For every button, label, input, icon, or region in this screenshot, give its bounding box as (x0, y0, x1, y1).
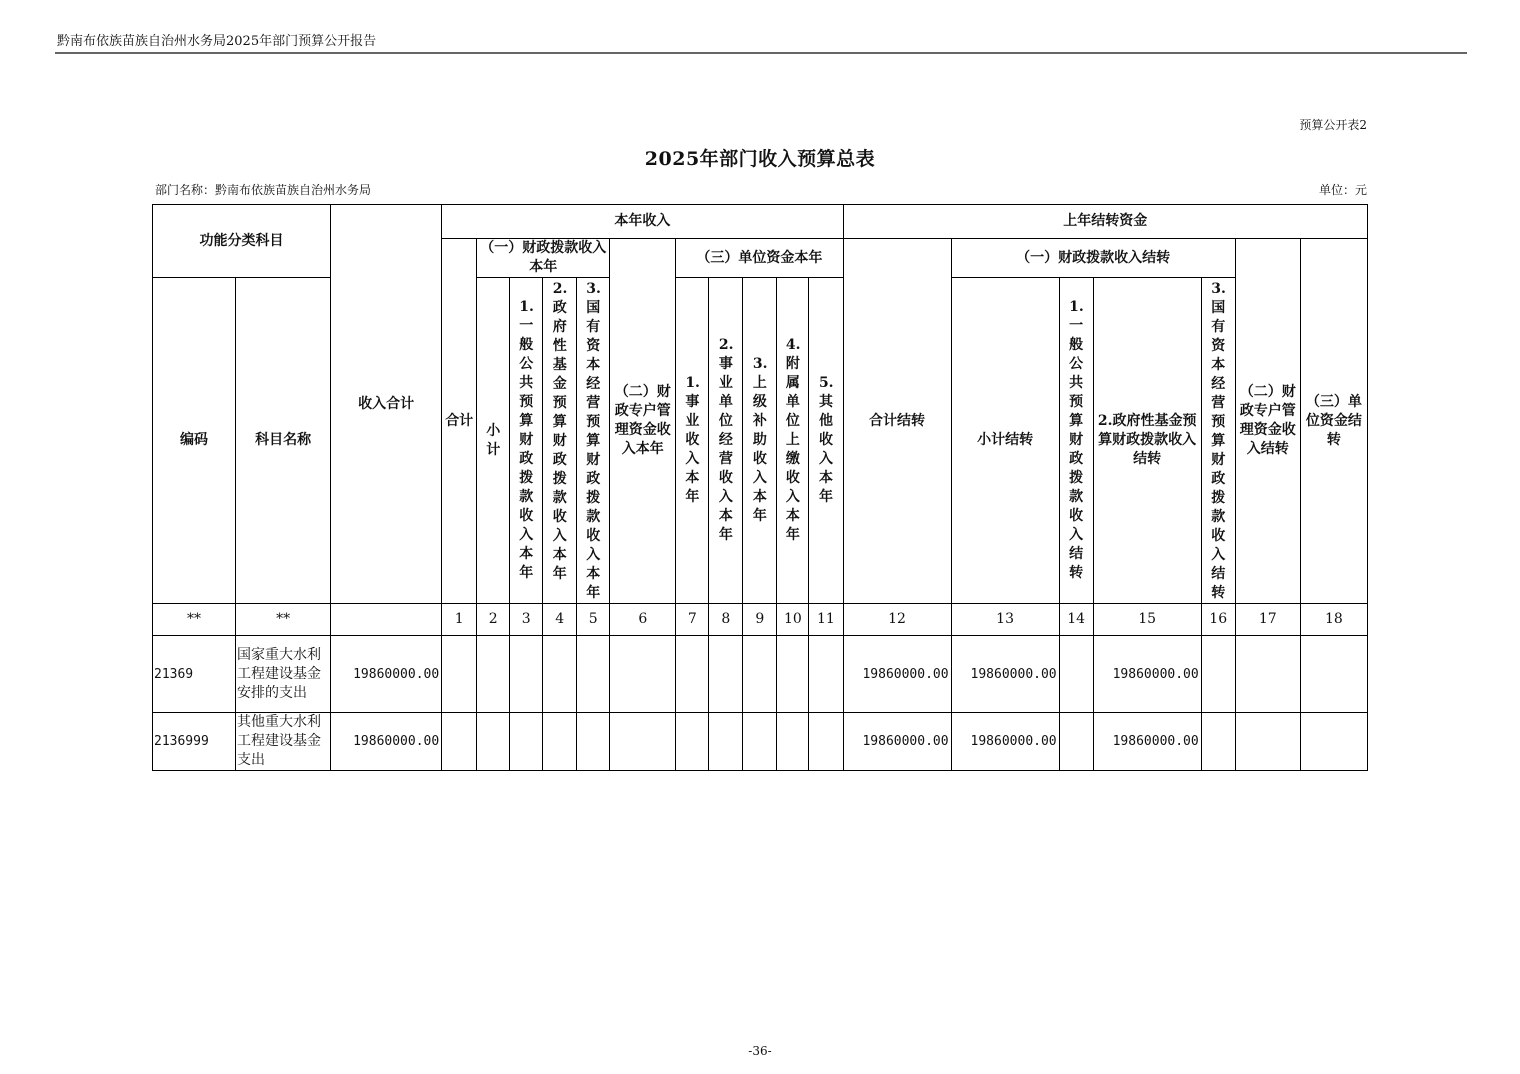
row-cell (709, 636, 743, 713)
index-cell: ** (153, 604, 236, 636)
header-ty-fiscal: （一）财政拨款收入本年 (477, 239, 610, 278)
index-cell: 14 (1059, 604, 1093, 636)
index-cell: 17 (1235, 604, 1300, 636)
row-cell (477, 636, 510, 713)
row-cell (543, 636, 577, 713)
index-cell: 11 (809, 604, 843, 636)
index-cell: 13 (951, 604, 1059, 636)
header-rule (55, 52, 1467, 54)
running-header: 黔南布依族苗族自治州水务局2025年部门预算公开报告 (57, 34, 377, 49)
index-cell: ** (236, 604, 331, 636)
index-cell: 10 (777, 604, 809, 636)
header-co-special: （二）财政专户管理资金收入结转 (1235, 239, 1300, 604)
row-cell (1059, 713, 1093, 771)
page-number: -36- (748, 1044, 772, 1058)
header-carryover: 上年结转资金 (843, 205, 1368, 239)
index-cell: 5 (577, 604, 610, 636)
index-cell: 1 (442, 604, 477, 636)
row-cell (610, 636, 676, 713)
row-cell (809, 713, 843, 771)
header-ty-affiliated: 4.附属单位上缴收入本年 (785, 337, 801, 543)
header-co-subtotal: 小计结转 (951, 278, 1059, 604)
budget-table (152, 204, 1368, 771)
header-code: 编码 (153, 278, 236, 604)
row-cell (577, 713, 610, 771)
row-cell (1201, 636, 1235, 713)
index-cell: 16 (1201, 604, 1235, 636)
row-subject-name: 其他重大水利工程建设基金支出 (236, 713, 331, 771)
row-cell (510, 713, 543, 771)
row-carryover-total: 19860000.00 (843, 636, 951, 713)
header-co-general: 1.一般公共预算财政拨款收入结转 (1069, 299, 1084, 581)
row-cell (777, 713, 809, 771)
index-cell: 15 (1093, 604, 1201, 636)
header-co-state-capital: 3.国有资本经营预算财政拨款收入结转 (1211, 281, 1226, 601)
row-carryover-gov-fund: 19860000.00 (1093, 713, 1201, 771)
department-label: 部门名称：黔南布依族苗族自治州水务局 (155, 183, 372, 197)
header-ty-unit-funds: （三）单位资金本年 (676, 239, 843, 278)
row-cell (1235, 636, 1300, 713)
index-cell: 7 (676, 604, 709, 636)
header-function-category: 功能分类科目 (153, 205, 331, 278)
index-cell: 6 (610, 604, 676, 636)
header-co-gov-fund: 2.政府性基金预算财政拨款收入结转 (1093, 278, 1201, 604)
header-this-year: 本年收入 (442, 205, 843, 239)
header-ty-subsidy: 3.上级补助收入本年 (752, 356, 768, 524)
table-row (153, 636, 1368, 713)
index-cell: 4 (543, 604, 577, 636)
row-cell (510, 636, 543, 713)
row-carryover-gov-fund: 19860000.00 (1093, 636, 1201, 713)
row-cell (577, 636, 610, 713)
row-cell (1235, 713, 1300, 771)
header-subject-name: 科目名称 (236, 278, 331, 604)
index-cell: 8 (709, 604, 743, 636)
row-cell (709, 713, 743, 771)
header-co-fiscal: （一）财政拨款收入结转 (951, 239, 1235, 278)
index-cell: 12 (843, 604, 951, 636)
row-cell (743, 636, 777, 713)
header-income-total: 收入合计 (331, 205, 442, 604)
index-cell: 18 (1300, 604, 1367, 636)
row-subject-name: 国家重大水利工程建设基金安排的支出 (236, 636, 331, 713)
row-cell (442, 636, 477, 713)
index-cell: 9 (743, 604, 777, 636)
header-ty-gov-fund: 2.政府性基金预算财政拨款收入本年 (552, 281, 568, 582)
header-ty-subtotal: 小计 (486, 422, 501, 458)
row-income-total: 19860000.00 (331, 713, 442, 771)
header-ty-business: 1.事业收入本年 (685, 375, 700, 505)
row-cell (1300, 636, 1367, 713)
row-cell (809, 636, 843, 713)
header-ty-special: （二）财政专户管理资金收入本年 (610, 239, 676, 604)
header-ty-total: 合计 (442, 239, 477, 604)
table-row (153, 713, 1368, 771)
row-cell (743, 713, 777, 771)
index-cell: 2 (477, 604, 510, 636)
row-cell (676, 713, 709, 771)
row-cell (1300, 713, 1367, 771)
row-cell (1201, 713, 1235, 771)
header-ty-other: 5.其他收入本年 (818, 375, 834, 505)
header-ty-state-capital: 3.国有资本经营预算财政拨款收入本年 (586, 281, 601, 601)
row-code: 21369 (153, 636, 236, 713)
row-carryover-subtotal: 19860000.00 (951, 713, 1059, 771)
header-co-unit: （三）单位资金结转 (1300, 239, 1367, 604)
page-title: 2025年部门收入预算总表 (644, 148, 876, 170)
row-cell (442, 713, 477, 771)
row-carryover-total: 19860000.00 (843, 713, 951, 771)
row-cell (610, 713, 676, 771)
header-co-total: 合计结转 (843, 239, 951, 604)
unit-label: 单位：元 (1318, 183, 1367, 197)
row-income-total: 19860000.00 (331, 636, 442, 713)
header-ty-general: 1.一般公共预算财政拨款收入本年 (519, 299, 534, 581)
row-carryover-subtotal: 19860000.00 (951, 636, 1059, 713)
index-row (153, 604, 1368, 636)
row-cell (676, 636, 709, 713)
row-cell (777, 636, 809, 713)
header-row-1 (153, 205, 1368, 239)
row-cell (543, 713, 577, 771)
header-ty-operating: 2.事业单位经营收入本年 (718, 337, 734, 543)
row-code: 2136999 (153, 713, 236, 771)
row-cell (1059, 636, 1093, 713)
index-cell (331, 604, 442, 636)
table-number: 预算公开表2 (1299, 118, 1367, 132)
index-cell: 3 (510, 604, 543, 636)
row-cell (477, 713, 510, 771)
